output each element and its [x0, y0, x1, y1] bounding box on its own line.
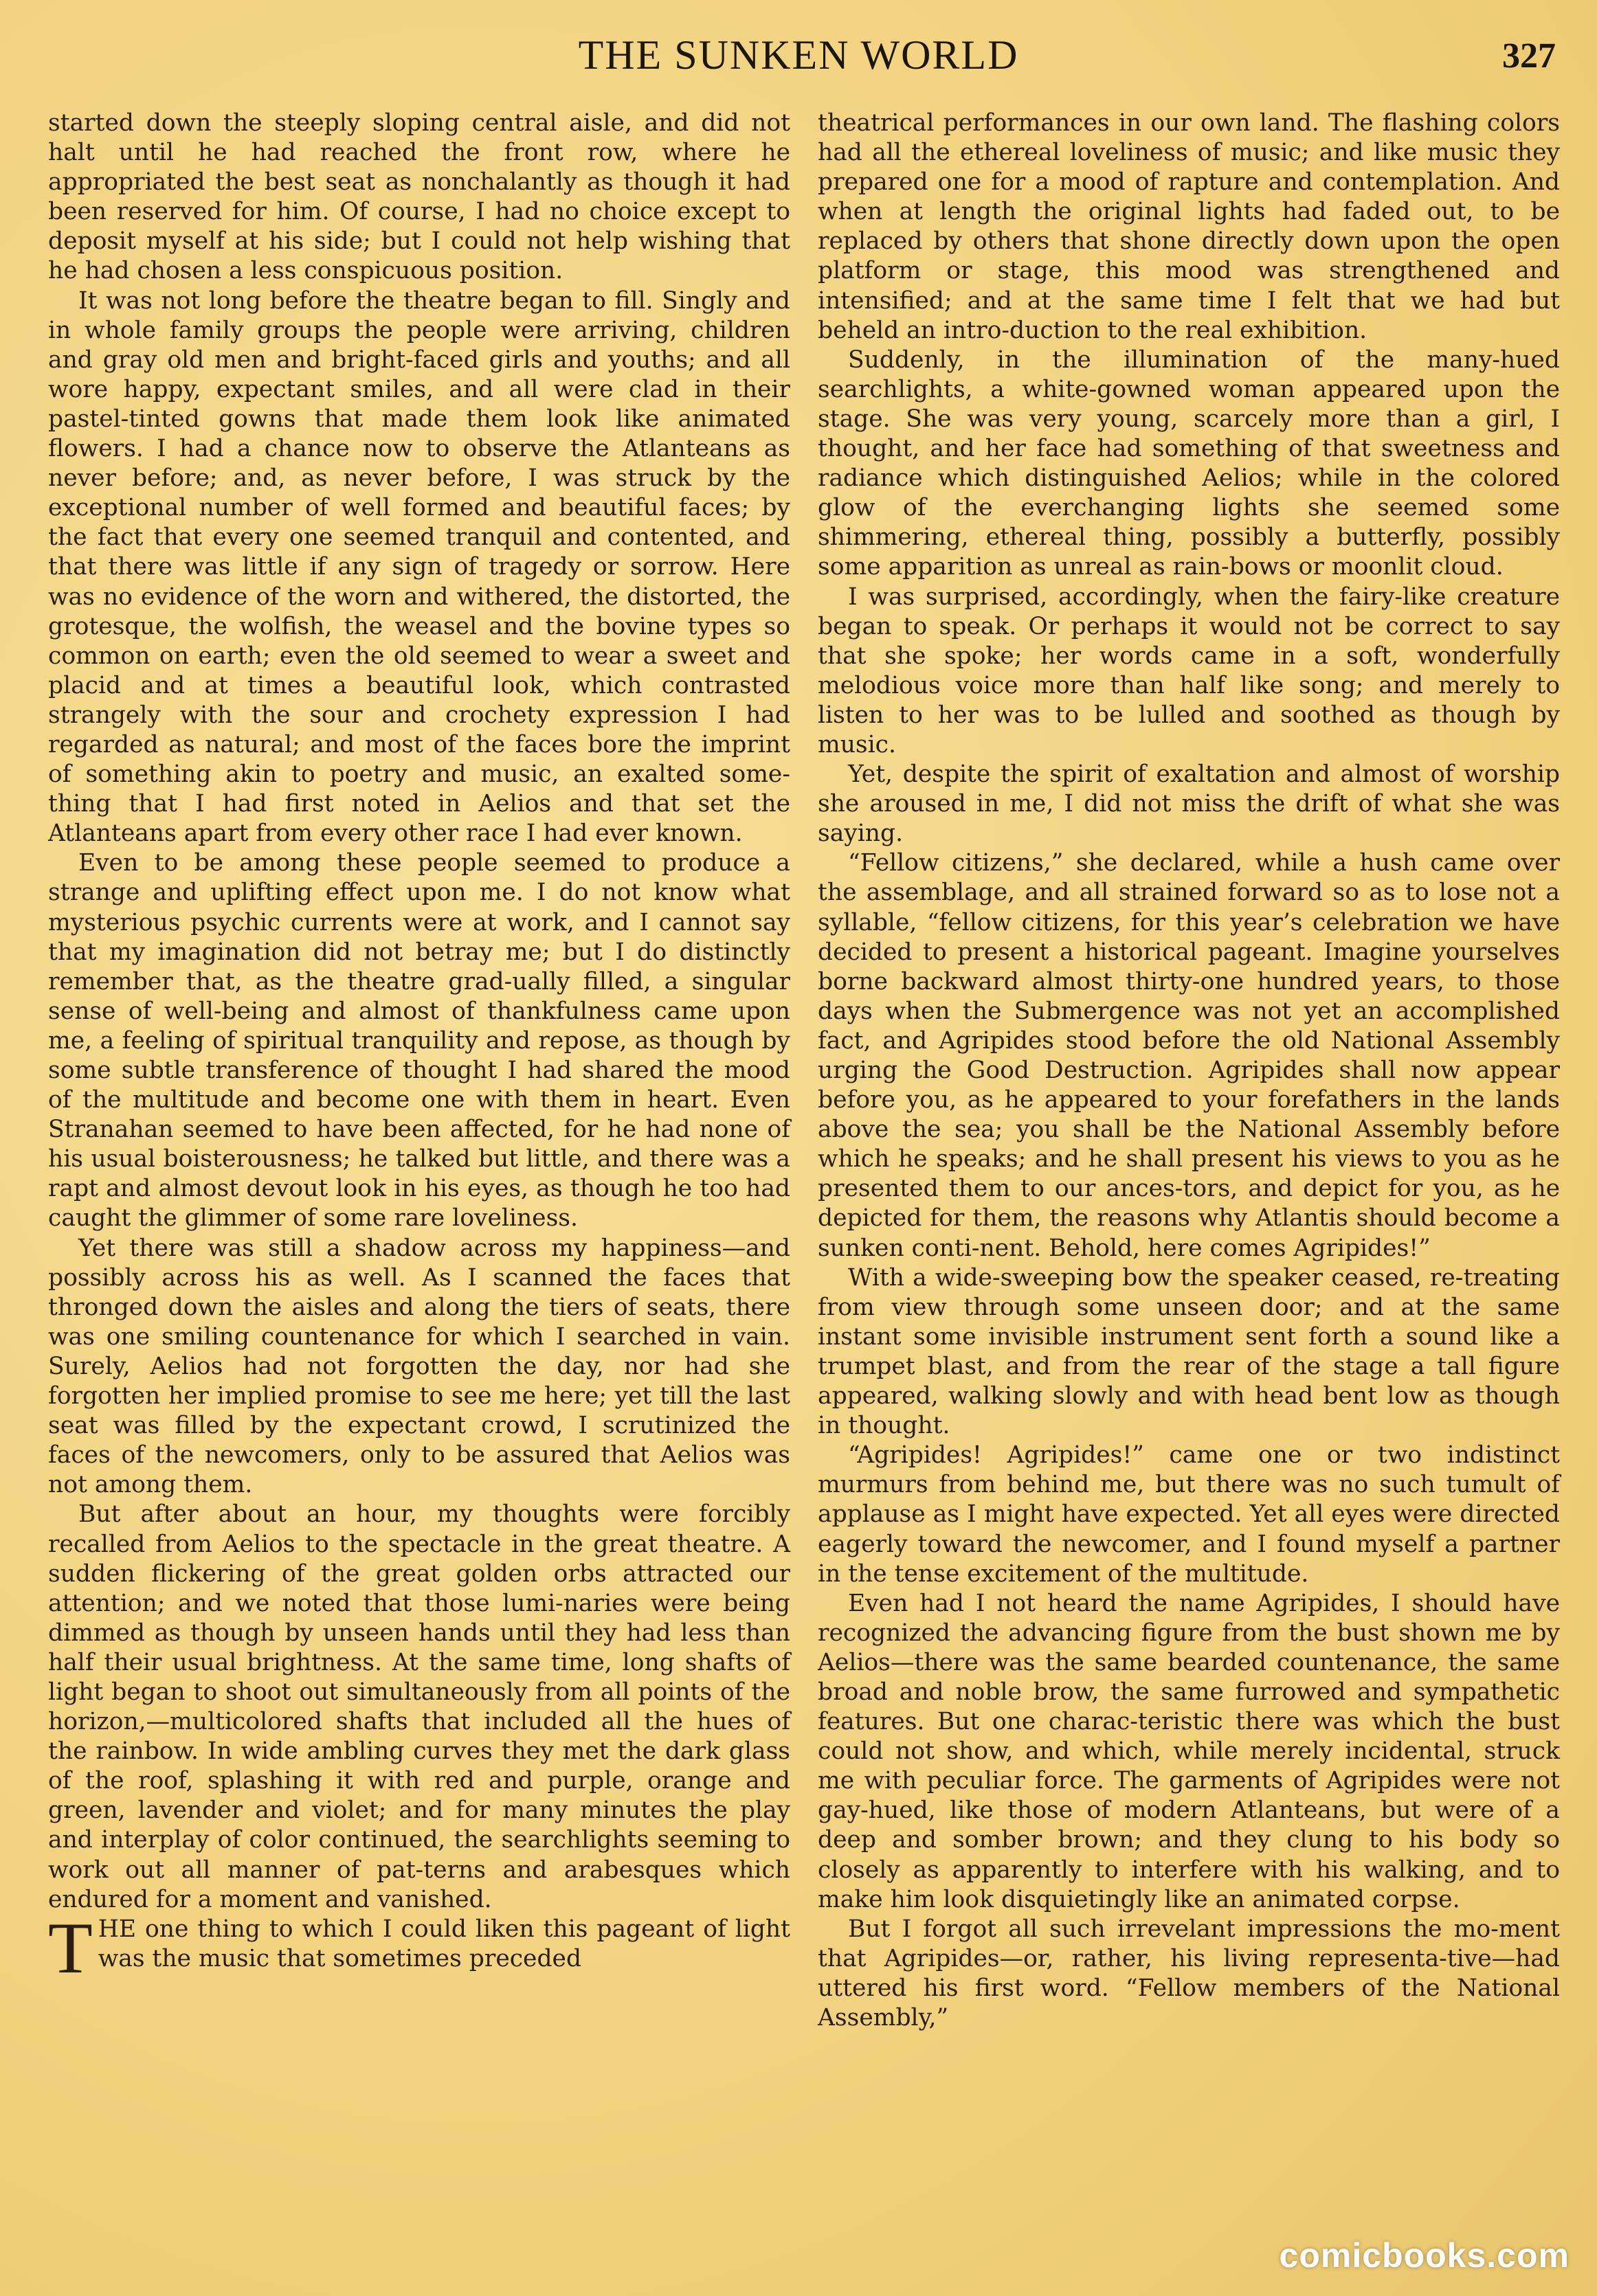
paragraph-text: HE one thing to which I could liken this pageant of light was the music that sometimes preceded: [98, 1915, 790, 1972]
left-column: [48, 109, 790, 2273]
paragraph: Even had I not heard the name Agripides, I should have recognized the advancing figure from the bust shown me by Aelios—there was the same bearded countenance, the same broad and noble brow, the same furrowed and sympathetic features. But one charac-teristic there was which the bust could not show, and which, while merely incidental, struck me with peculiar force. The garments of Agripides were not gay-hued, like those of modern Atlanteans, but were of a deep and somber brown; and they clung to his body so closely as apparently to interfere with his walking, and to make him look disquietingly like an animated corpse.: [818, 1589, 1560, 1913]
paragraph: “Fellow citizens,” she declared, while a hush came over the assemblage, and all strained forward so as to lose not a syllable, “fellow citizens, for this year’s celebration we have decided to present a historical pageant. Imagine yourselves borne backward almost thirty-one hundred years, to those days when the Submergence was not yet an accomplished fact, and Agripides stood before the old National Assembly urging the Good Destruction. Agripides shall now appear before you, as he appeared to your forefathers in the lands above the sea; you shall be the National Assembly before which he speaks; and he shall present his views to you as he presented them to our ances-tors, and depict for you, as he depicted for them, the reasons why Atlantis should become a sunken conti-nent. Behold, here comes Agripides!”: [818, 849, 1560, 1262]
right-column: [818, 109, 1560, 2273]
paragraph: But I forgot all such irrevelant impressions the mo-ment that Agripides—or, rather, his living representa-tive—had uttered his first word. “Fellow members of the National Assembly,”: [818, 1915, 1560, 2031]
paragraph: Suddenly, in the illumination of the many-hued searchlights, a white-gowned woman appeared upon the stage. She was very young, scarcely more than a girl, I thought, and her face had something of that sweetness and radiance which distinguished Aelios; while in the colored glow of the everchanging lights she seemed some shimmering, ethereal thing, possibly a butterfly, possibly some apparition as unreal as rain-bows or moonlit cloud.: [818, 346, 1560, 581]
paragraph: theatrical performances in our own land. The flashing colors had all the ethereal loveliness of music; and like music they prepared one for a mood of rapture and contemplation. And when at length the original lights had faded out, to be replaced by others that shone directly down upon the open platform or stage, this mood was strengthened and intensified; and at the same time I felt that we had but beheld an intro-duction to the real exhibition.: [818, 109, 1560, 344]
page-number: 327: [1502, 36, 1556, 76]
watermark-logo: comicbooks.com: [1279, 2236, 1570, 2275]
paragraph: Even to be among these people seemed to produce a strange and uplifting effect upon me. I do not know what mysterious psychic currents were at work, and I cannot say that my imagination did not betray me; but I do distinctly remember that, as the theatre grad-ually filled, a singular sense of well-being and almost of thankfulness came upon me, a feeling of spiritual tranquility and repose, as though by some subtle transference of thought I had shared the mood of the multitude and become one with them in heart. Even Stranahan seemed to have been affected, for he had none of his usual boisterousness; he talked but little, and there was a rapt and almost devout look in his eyes, as though he too had caught the glimmer of some rare loveliness.: [48, 849, 790, 1233]
paragraph: “Agripides! Agripides!” came one or two indistinct murmurs from behind me, but there was no such tumult of applause as I might have expected. Yet all eyes were directed eagerly toward the newcomer, and I found myself a partner in the tense excitement of the multitude.: [818, 1441, 1560, 1588]
paragraph: I was surprised, accordingly, when the fairy-like creature began to speak. Or perhaps it would not be correct to say that she spoke; her words came in a soft, wonderfully melodious voice more than half like song; and merely to listen to her was to be lulled and soothed as though by music.: [818, 583, 1560, 758]
running-title: THE SUNKEN WORLD: [578, 32, 1019, 78]
paragraph: With a wide-sweeping bow the speaker ceased, re-treating from view through some unseen door; and at the same instant some invisible instrument sent forth a sound like a trumpet blast, and from the rear of the stage a tall figure appeared, walking slowly and with head bent low as though in thought.: [818, 1263, 1560, 1440]
page-header: [0, 32, 1597, 93]
paragraph: Yet, despite the spirit of exaltation and almost of worship she aroused in me, I did not miss the drift of what she was saying.: [818, 761, 1560, 848]
paragraph: started down the steeply sloping central aisle, and did not halt until he had reached the front row, where he appropriated the best seat as nonchalantly as though it had been reserved for him. Of course, I had no choice except to deposit myself at his side; but I could not help wishing that he had chosen a less conspicuous position.: [48, 109, 790, 285]
paragraph: Yet there was still a shadow across my happiness—and possibly across his as well. As I scanned the faces that thronged down the aisles and along the tiers of seats, there was one smiling countenance for which I searched in vain. Surely, Aelios had not forgotten the day, nor had she forgotten her implied promise to see me here; yet till the last seat was filled by the expectant crowd, I scrutinized the faces of the newcomers, only to be assured that Aelios was not among them.: [48, 1234, 790, 1499]
dropcap-paragraph: [48, 1907, 790, 1988]
paragraph: It was not long before the theatre began to fill. Singly and in whole family groups the people were arriving, children and gray old men and bright-faced girls and youths; and all wore happy, expectant smiles, and all were clad in their pastel-tinted gowns that made them look like animated flowers. I had a chance now to observe the Atlanteans as never before; and, as never before, I was struck by the exceptional number of well formed and beautiful faces; by the fact that every one seemed tranquil and contented, and that there was little if any sign of tragedy or sorrow. Here was no evidence of the worn and withered, the distorted, the grotesque, the wolfish, the weasel and the bovine types so common on earth; even the old seemed to wear a sweet and placid and at times a beautiful look, which contrasted strangely with the sour and crochety expression I had regarded as natural; and most of the faces bore the imprint of something akin to poetry and music, an exalted some-thing that I had first noted in Aelios and that set the Atlanteans apart from every other race I had ever known.: [48, 286, 790, 848]
drop-cap: T: [48, 1907, 93, 1988]
paragraph: But after about an hour, my thoughts were forcibly recalled from Aelios to the spectacle in the great theatre. A sudden flickering of the great golden orbs attracted our attention; and we noted that those lumi-naries were being dimmed as though by unseen hands until they had less than half their usual brightness. At the same time, long shafts of light began to shoot out simultaneously from all points of the horizon,—multicolored shafts that included all the hues of the rainbow. In wide ambling curves they met the dark glass of the roof, splashing it with red and purple, orange and green, lavender and violet; and for many minutes the play and interplay of color continued, the searchlights seeming to work out all manner of pat-terns and arabesques which endured for a moment and vanished.: [48, 1500, 790, 1913]
